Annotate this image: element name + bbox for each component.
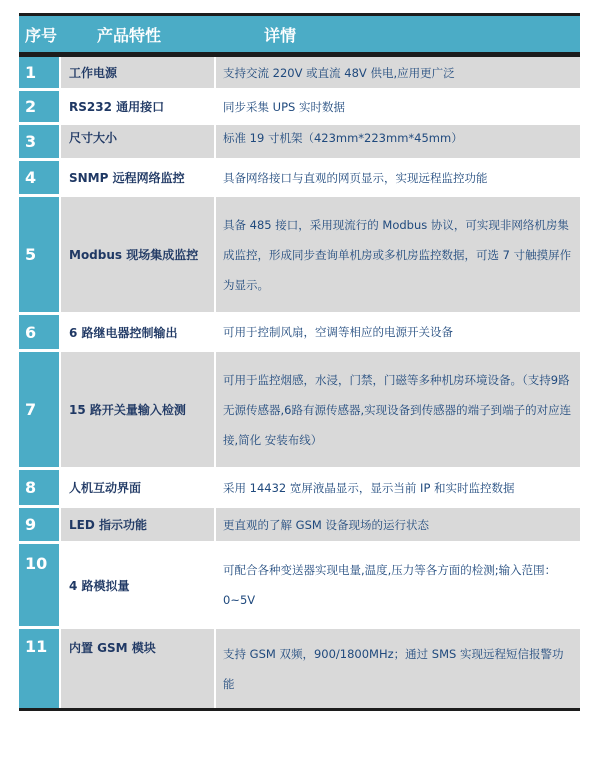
table-row <box>19 508 580 544</box>
table-header <box>19 16 580 52</box>
row-detail: 同步采集 UPS 实时数据 <box>216 91 580 122</box>
header-feature: 产品特性 <box>97 25 162 45</box>
row-number: 3 <box>19 125 61 158</box>
row-detail: 可用于控制风扇，空调等相应的电源开关设备 <box>216 315 580 349</box>
row-number: 1 <box>19 57 61 88</box>
row-number: 2 <box>19 91 61 122</box>
table-row <box>19 91 580 125</box>
row-number: 5 <box>19 197 61 312</box>
row-detail: 具备 485 接口，采用现流行的 Modbus 协议，可实现非网络机房集成监控，形成同步查询单机房或多机房监控数据，可选 7 寸触摸屏作为显示。 <box>216 197 580 312</box>
row-detail: 可配合各种变送器实现电量,温度,压力等各方面的检测;输入范围：0~5V <box>216 544 580 626</box>
row-number: 4 <box>19 161 61 194</box>
table-row <box>19 470 580 508</box>
row-feature: 内置 GSM 模块 <box>61 629 216 708</box>
row-feature: 尺寸大小 <box>61 125 216 158</box>
row-feature: LED 指示功能 <box>61 508 216 541</box>
row-feature: 人机互动界面 <box>61 470 216 505</box>
row-detail: 标准 19 寸机架（423mm*223mm*45mm） <box>216 125 580 158</box>
row-detail: 支持交流 220V 或直流 48V 供电,应用更广泛 <box>216 57 580 88</box>
header-detail: 详情 <box>264 25 297 45</box>
row-detail: 采用 14432 宽屏液晶显示，显示当前 IP 和实时监控数据 <box>216 470 580 505</box>
row-feature: RS232 通用接口 <box>61 91 216 122</box>
table-row <box>19 352 580 470</box>
row-number: 8 <box>19 470 61 505</box>
table-row <box>19 125 580 161</box>
table-row <box>19 161 580 197</box>
table-row <box>19 57 580 91</box>
table-row <box>19 629 580 708</box>
row-feature: 15 路开关量输入检测 <box>61 352 216 467</box>
table-row <box>19 197 580 315</box>
row-feature: 4 路模拟量 <box>61 544 216 626</box>
row-number: 10 <box>19 544 61 626</box>
spec-table <box>19 13 580 711</box>
row-feature: 6 路继电器控制输出 <box>61 315 216 349</box>
row-number: 11 <box>19 629 61 708</box>
row-detail: 更直观的了解 GSM 设备现场的运行状态 <box>216 508 580 541</box>
table-bottom-border <box>19 708 580 711</box>
row-detail: 可用于监控烟感，水浸，门禁，门磁等多种机房环境设备。（支持9路无源传感器,6路有源传感器,实现设备到传感器的端子到端子的对应连接,简化 安装布线） <box>216 352 580 467</box>
row-feature: Modbus 现场集成监控 <box>61 197 216 312</box>
table-row <box>19 544 580 629</box>
header-index: 序号 <box>25 25 58 45</box>
row-detail: 支持 GSM 双频，900/1800MHz；通过 SMS 实现远程短信报警功能 <box>216 629 580 708</box>
row-number: 6 <box>19 315 61 349</box>
row-feature: SNMP 远程网络监控 <box>61 161 216 194</box>
row-number: 7 <box>19 352 61 467</box>
row-detail: 具备网络接口与直观的网页显示，实现远程监控功能 <box>216 161 580 194</box>
table-row <box>19 315 580 352</box>
row-number: 9 <box>19 508 61 541</box>
row-feature: 工作电源 <box>61 57 216 88</box>
